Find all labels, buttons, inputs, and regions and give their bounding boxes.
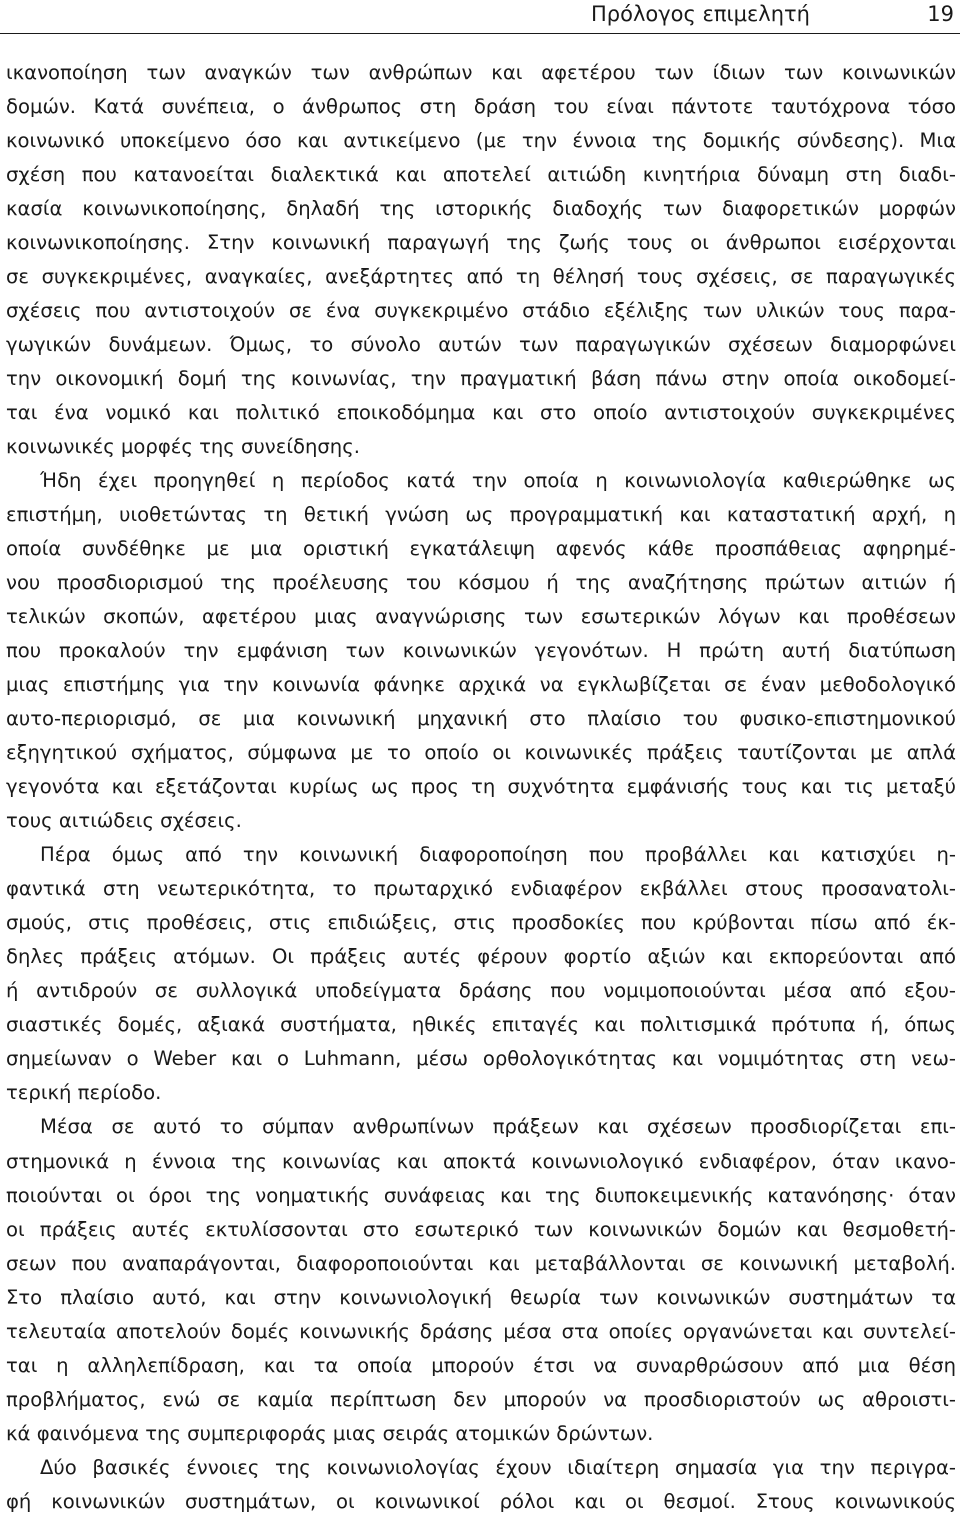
page-number: 19 <box>927 2 954 26</box>
text-line: στημονικά η έννοια της κοινωνίας και αποκτά κοινωνιολογικό ενδιαφέρον, όταν ικανο- <box>6 1149 956 1173</box>
text-line: κοινωνικοποίησης. Στην κοινωνική παραγωγή της ζωής τους οι άνθρωποι εισέρχονται <box>6 231 956 255</box>
body-text <box>6 56 956 1519</box>
text-line: σχέση που κατανοείται διαλεκτικά και αποτελεί αιτιώδη κινητήρια δύναμη στη διαδι- <box>6 163 956 187</box>
text-line: αυτο-περιορισμό, σε μια κοινωνική μηχανική στο πλαίσιο του φυσικο-επιστημονικού <box>6 707 956 731</box>
text-line: που προκαλούν την εμφάνιση των κοινωνικών γεγονότων. Η πρώτη αυτή διατύπωση <box>6 639 956 663</box>
text-line: οι πράξεις αυτές εκτυλίσσονται στο εσωτερικό των κοινωνικών δομών και θεσμοθετή- <box>6 1217 956 1241</box>
text-line: επιστήμη, υιοθετώντας τη θετική γνώση ως προγραμματική και καταστατική αρχή, η <box>6 503 956 527</box>
text-line: σεων που αναπαράγονται, διαφοροποιούνται και μεταβάλλονται σε κοινωνική μεταβολή. <box>6 1251 956 1275</box>
text-line: την οικονομική δομή της κοινωνίας, την πραγματική βάση πάνω στην οποία οικοδομεί- <box>6 367 956 391</box>
text-line: προβλήματος, ενώ σε καμία περίπτωση δεν μπορούν να προσδιοριστούν ως αθροιστι- <box>6 1387 956 1411</box>
text-line: τους αιτιώδεις σχέσεις. <box>6 809 242 833</box>
text-line: τελευταία αποτελούν δομές κοινωνικής δράσης μέσα στα οποίες οργανώνεται και συντελεί- <box>6 1319 956 1343</box>
text-line: σιαστικές δομές, αξιακά συστήματα, ηθικές επιταγές και πολιτισμικά πρότυπα ή, όπως <box>6 1013 956 1037</box>
text-line: κά φαινόμενα της συμπεριφοράς μιας σειράς ατομικών δρώντων. <box>6 1421 654 1445</box>
text-line: κοινωνικές μορφές της συνείδησης. <box>6 435 360 459</box>
text-line: Πέρα όμως από την κοινωνική διαφοροποίηση που προβάλλει και κατισχύει η- <box>40 843 956 867</box>
text-line: κοινωνικό υποκείμενο όσο και αντικείμενο (με την έννοια της δομικής σύνδεσης). Μια <box>6 129 956 153</box>
text-line: Ήδη έχει προηγηθεί η περίοδος κατά την οποία η κοινωνιολογία καθιερώθηκε ως <box>40 469 956 493</box>
text-line: μιας επιστήμης για την κοινωνία φάνηκε αρχικά να εγκλωβίζεται σε έναν μεθοδολογικό <box>6 673 956 697</box>
text-line: εξηγητικού σχήματος, σύμφωνα με το οποίο οι κοινωνικές πράξεις ταυτίζονται με απλά <box>6 741 956 765</box>
text-line: τελικών σκοπών, αφετέρου μιας αναγνώρισης των εσωτερικών λόγων και προθέσεων <box>6 605 956 629</box>
text-line: ται η αλληλεπίδραση, και τα οποία μπορούν έτσι να συναρθρώσουν από μια θέση <box>6 1353 956 1377</box>
text-line: οποία συνδέθηκε με μια οριστική εγκατάλειψη αφενός κάθε προσπάθειας αφηρημέ- <box>6 537 956 561</box>
text-line: τερική περίοδο. <box>6 1081 162 1105</box>
text-line: δηλες πράξεις ατόμων. Οι πράξεις αυτές φέρουν φορτίο αξιών και εκπορεύονται από <box>6 945 956 969</box>
text-line: σε συγκεκριμένες, αναγκαίες, ανεξάρτητες από τη θέλησή τους σχέσεις, σε παραγωγικές <box>6 265 956 289</box>
text-line: σχέσεις που αντιστοιχούν σε ένα συγκεκριμένο στάδιο εξέλιξης των υλικών τους παρα- <box>6 299 956 323</box>
text-line: Δύο βασικές έννοιες της κοινωνιολογίας έχουν ιδιαίτερη σημασία για την περιγρα- <box>40 1455 956 1479</box>
text-line: φαντικά στη νεωτερικότητα, το πρωταρχικό ενδιαφέρον εκβάλλει στους προσανατολι- <box>6 877 956 901</box>
text-line: γωγικών δυνάμεων. Όμως, το σύνολο αυτών των παραγωγικών σχέσεων διαμορφώνει <box>6 333 956 357</box>
text-line: κασία κοινωνικοποίησης, δηλαδή της ιστορικής διαδοχής των διαφορετικών μορφών <box>6 197 956 221</box>
running-title: Πρόλογος επιμελητή <box>590 2 810 26</box>
text-line: νου προσδιορισμού της προέλευσης του κόσμου ή της αναζήτησης πρώτων αιτιών ή <box>6 571 956 595</box>
text-line: φή κοινωνικών συστημάτων, οι κοινωνικοί ρόλοι και οι θεσμοί. Στους κοινωνικούς <box>6 1489 956 1513</box>
text-line: ικανοποίηση των αναγκών των ανθρώπων και αφετέρου των ίδιων των κοινωνικών <box>6 61 956 84</box>
text-line: γεγονότα και εξετάζονται κυρίως ως προς τη συχνότητα εμφάνισής τους και τις μεταξύ <box>6 775 956 799</box>
text-line: Στο πλαίσιο αυτό, και στην κοινωνιολογική θεωρία των κοινωνικών συστημάτων τα <box>6 1285 956 1309</box>
text-line: ή αντιδρούν σε συλλογικά υποδείγματα δράσης που νομιμοποιούνται μέσα από εξου- <box>6 979 956 1003</box>
text-line: ται ένα νομικό και πολιτικό εποικοδόμημα και στο οποίο αντιστοιχούν συγκεκριμένες <box>6 401 956 425</box>
text-line: σημείωναν ο Weber και ο Luhmann, μέσω ορθολογικότητας και νομιμότητας στη νεω- <box>6 1047 956 1071</box>
running-header <box>0 0 960 34</box>
text-line: ποιούνται οι όροι της νοηματικής συνάφειας και της διυποκειμενικής κατανόησης· όταν <box>6 1183 956 1207</box>
text-line: δομών. Κατά συνέπεια, ο άνθρωπος στη δράση του είναι πάντοτε ταυτόχρονα τόσο <box>6 95 956 119</box>
text-line: Μέσα σε αυτό το σύμπαν ανθρωπίνων πράξεων και σχέσεων προσδιορίζεται επι- <box>40 1115 956 1139</box>
text-line: σμούς, στις προθέσεις, στις επιδιώξεις, στις προσδοκίες που κρύβονται πίσω από έκ- <box>6 911 956 935</box>
